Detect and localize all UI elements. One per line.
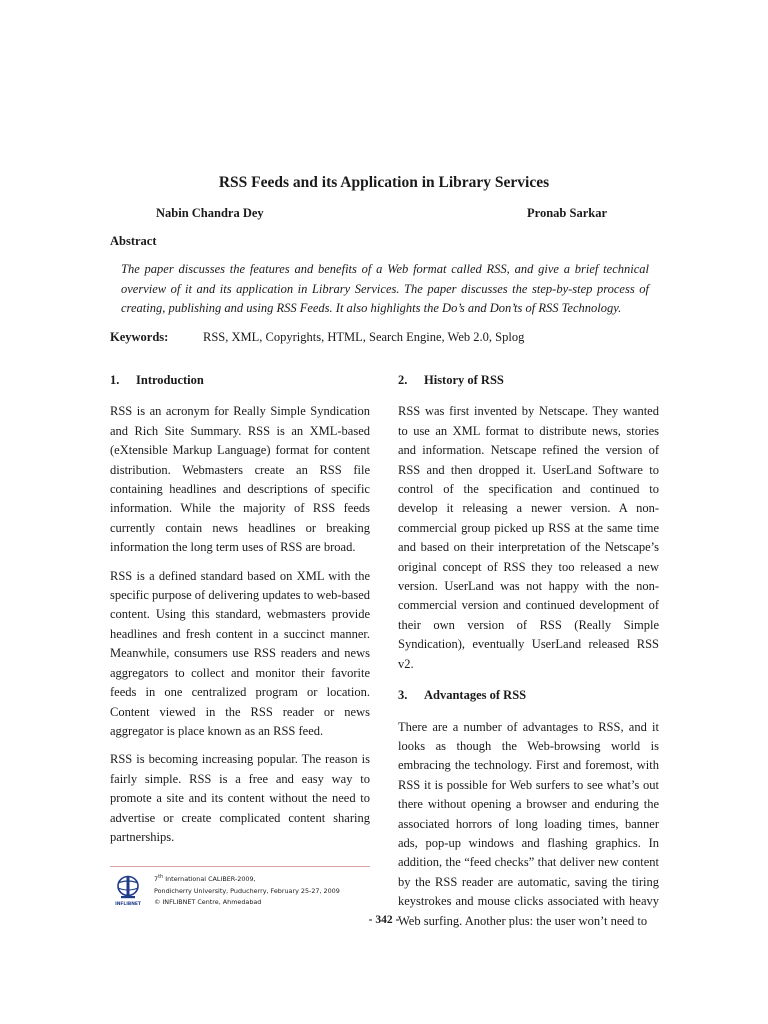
page-number: - 342 - <box>368 914 400 926</box>
footnote-lines <box>154 872 340 909</box>
footnote-venue: Pondicherry University, Puducherry, February 25-27, 2009 <box>154 886 340 895</box>
section-number: 3. <box>398 688 408 703</box>
inflibnet-logo-icon <box>115 874 141 908</box>
author-2: Pronab Sarkar <box>527 206 607 220</box>
footnote <box>110 872 372 912</box>
paragraph: RSS was first invented by Netscape. They wanted to use an XML format to distribute news, stories and information. Netscape refined the version of RSS and then dropped it. UserLand Software to control of the specification and continued to develop it releasing a newer version. A non-commercial group picked up RSS at the same time and based on their interpretation of the Netscape’s original concept of RSS they too released a new version. UserLand was not happy with the non-commercial version and continued development of their own version of RSS (Really Simple Syndication), eventually UserLand released RSS v2. <box>398 404 659 671</box>
abstract-heading: Abstract <box>110 234 157 248</box>
section-heading-history <box>398 371 659 390</box>
section-title: Advantages of RSS <box>424 688 527 703</box>
paragraph: RSS is becoming increasing popular. The reason is fairly simple. RSS is a free and easy way to promote a site and its content without the need to advertise or create complicated content sharing partnerships. <box>110 752 370 844</box>
keywords-line <box>110 330 524 345</box>
paragraph: RSS is a defined standard based on XML with the specific purpose of delivering updates to web-based content. Using this standard, webmasters provide headlines and fresh content in a succinct manner. Meanwhile, consumers use RSS readers and news aggregators to collect and monitor their favorite feeds in one centralized program or location. Content viewed in the RSS reader or news aggregator is place known as an RSS feed. <box>110 568 370 738</box>
keywords-label: Keywords: <box>110 330 169 344</box>
footnote-ordinal: 7 <box>154 875 159 884</box>
svg-text:INFLIBNET: INFLIBNET <box>115 902 141 907</box>
footnote-ordinal-suffix: th <box>158 874 164 880</box>
keywords-text: RSS, XML, Copyrights, HTML, Search Engine, Web 2.0, Splog <box>203 330 525 344</box>
footnote-conference-text: International CALIBER-2009, <box>163 875 256 884</box>
author-1: Nabin Chandra Dey <box>156 206 264 220</box>
footnote-conference <box>154 872 340 886</box>
section-title: History of RSS <box>424 373 504 387</box>
section-heading-introduction <box>110 371 370 390</box>
abstract-text: The paper discusses the features and benefits of a Web format called RSS, and give a brief technical overview of it and its application in Library Services. The paper discusses the step-by-step process of creating, publishing and using RSS Feeds. It also highlights the Do’s and Don’ts of RSS Technology. <box>121 262 649 315</box>
footnote-rule <box>110 866 370 867</box>
footnote-copyright: © INFLIBNET Centre, Ahmedabad <box>154 898 262 907</box>
section-title: Introduction <box>136 373 204 387</box>
paragraph: RSS is an acronym for Really Simple Syndication and Rich Site Summary. RSS is an XML-based (eXtensible Markup Language) format for content distribution. Webmasters create an RSS file containing headlines and descriptions of specific information. While the majority of RSS feeds currently contain news headlines or breaking information the long term uses of RSS are broad. <box>110 404 370 555</box>
left-column <box>110 371 370 856</box>
section-heading-advantages <box>398 686 659 705</box>
section-number: 2. <box>398 373 408 387</box>
section-number: 1. <box>110 373 120 387</box>
right-column <box>398 371 659 940</box>
paragraph: There are a number of advantages to RSS, and it looks as though the Web-browsing world is embracing the technology. First and foremost, with RSS it is possible for Web surfers to see what’s out there without opening a browser and enduring the associated horrors of long loading times, banner ads, pop-up windows and flashing graphics. In addition, the “feed checks” that deliver new content by the RSS reader are automatic, saving the tiring keystrokes and mouse clicks associated with heavy Web surfing. Another plus: the user won’t need to <box>398 719 659 928</box>
paper-title: RSS Feeds and its Application in Library Services <box>218 174 550 191</box>
